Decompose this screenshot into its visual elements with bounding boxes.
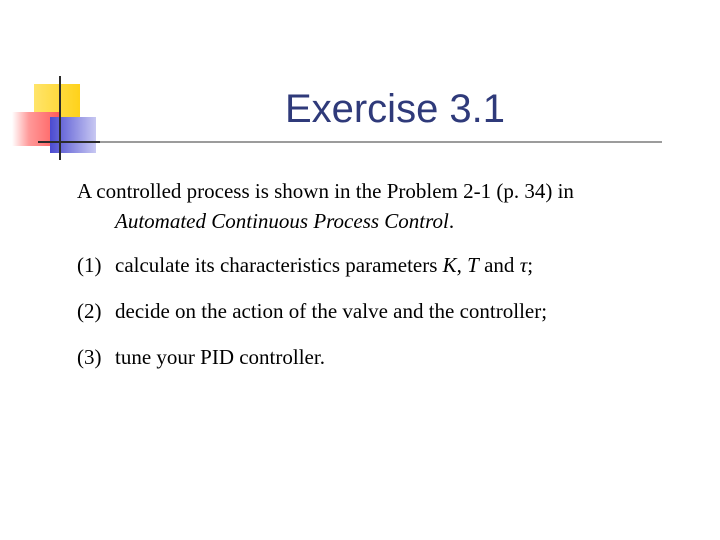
list-item (77, 250, 677, 280)
list-item-number: (2) (77, 299, 102, 323)
text-fragment: calculate its characteristics parameters (115, 253, 443, 277)
intro-continuation (77, 206, 677, 236)
intro-line: A controlled process is shown in the Problem 2-1 (p. 34) in (77, 179, 574, 203)
list-item-text (115, 250, 533, 280)
text-fragment: and (478, 253, 520, 277)
text-fragment: , (456, 253, 468, 277)
intro-paragraph (77, 176, 677, 236)
variable-t: T (467, 253, 479, 277)
list-item-number: (3) (77, 345, 102, 369)
list-item-text: decide on the action of the valve and the controller; (115, 299, 548, 323)
book-title: Automated Continuous Process Control (115, 209, 449, 233)
slide-body (77, 176, 677, 388)
variable-tau: τ (519, 253, 528, 277)
text-fragment: ; (527, 253, 534, 277)
list-item-text: tune your PID controller. (115, 345, 325, 369)
list-item (77, 342, 677, 372)
list-item (77, 296, 677, 326)
blue-square (50, 117, 96, 153)
variable-k: K (442, 253, 457, 277)
page-title: Exercise 3.1 (284, 87, 506, 131)
list-item-number: (1) (77, 253, 102, 277)
book-suffix: . (448, 209, 455, 233)
